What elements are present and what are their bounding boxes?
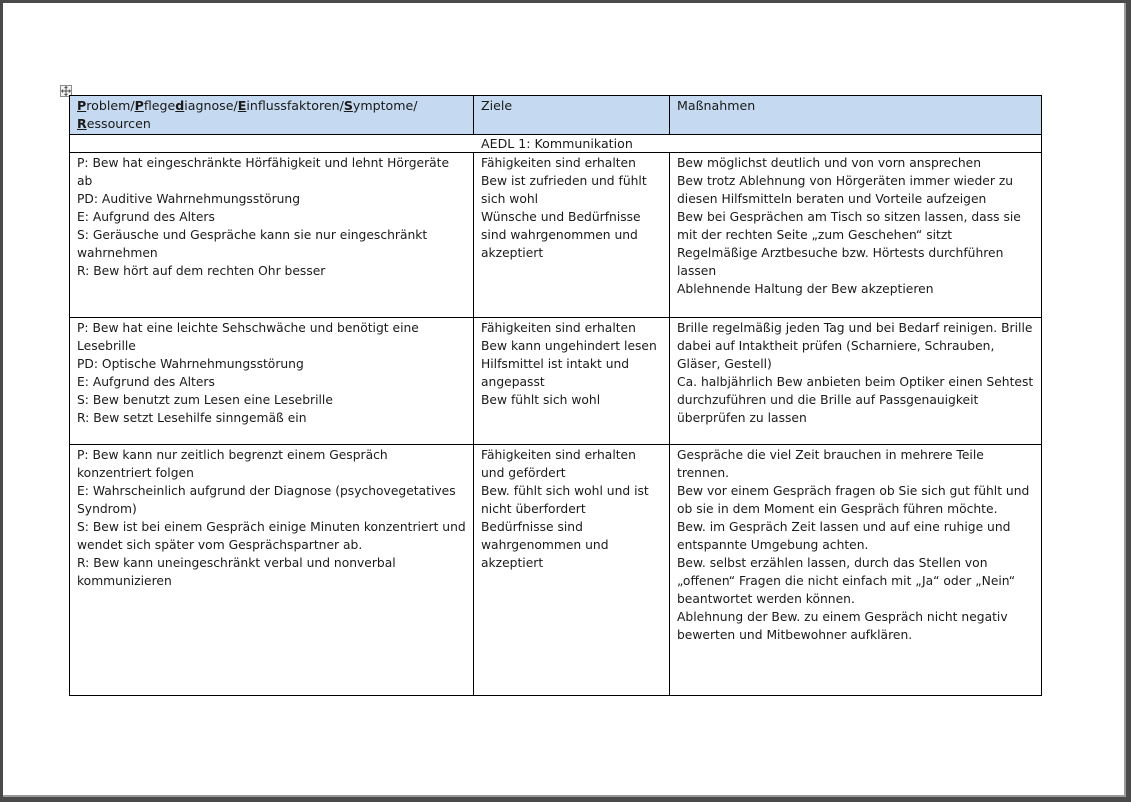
problem-line: P: Bew hat eine leichte Sehschwäche und benötigt eine Lesebrille <box>77 321 419 353</box>
massnahmen-line: Bew trotz Ablehnung von Hörgeräten immer wieder zu diesen Hilfsmitteln beraten und Vorteile aufzeigen <box>677 174 1014 206</box>
cell-massnahmen <box>670 445 1042 696</box>
cell-ziele <box>474 153 670 318</box>
cell-massnahmen <box>670 318 1042 445</box>
problem-line: R: Bew kann uneingeschränkt verbal und nonverbal kommunizieren <box>77 556 396 588</box>
ziele-line: Bew kann ungehindert lesen <box>481 339 657 353</box>
ziele-line: Fähigkeiten sind erhalten <box>481 156 636 170</box>
section-row <box>70 135 1042 153</box>
problem-line: S: Geräusche und Gespräche kann sie nur eingeschränkt wahrnehmen <box>77 228 428 260</box>
massnahmen-line: Regelmäßige Arztbesuche bzw. Hörtests durchführen lassen <box>677 246 1004 278</box>
cell-problem <box>70 153 474 318</box>
header-problem <box>70 96 474 135</box>
ziele-line: Wünsche und Bedürfnisse sind wahrgenommen und akzeptiert <box>481 210 641 260</box>
ziele-line: Bew fühlt sich wohl <box>481 393 601 407</box>
massnahmen-line: Bew möglichst deutlich und von vorn ansprechen <box>677 156 982 170</box>
massnahmen-line: Bew bei Gesprächen am Tisch so sitzen lassen, dass sie mit der rechten Seite „zum Geschehen“ sitzt <box>677 210 1021 242</box>
problem-line: E: Aufgrund des Alters <box>77 375 215 389</box>
massnahmen-line: Ablehnung der Bew. zu einem Gespräch nicht negativ bewerten und Mitbewohner aufklären. <box>677 610 1008 642</box>
ziele-line: Bedürfnisse sind wahrgenommen und akzeptiert <box>481 520 609 570</box>
problem-line: R: Bew setzt Lesehilfe sinngemäß ein <box>77 411 307 425</box>
problem-line: S: Bew ist bei einem Gespräch einige Minuten konzentriert und wendet sich später vom Gesprächspartner ab. <box>77 520 466 552</box>
problem-line: PD: Auditive Wahrnehmungsstörung <box>77 192 301 206</box>
table-row <box>70 318 1042 445</box>
massnahmen-line: Bew vor einem Gespräch fragen ob Sie sich gut fühlt und ob sie in dem Moment ein Gespräch führen möchte. <box>677 484 1030 516</box>
header-problem-rest: roblem/ <box>86 98 135 113</box>
problem-line: PD: Optische Wahrnehmungsstörung <box>77 357 304 371</box>
header-problem-initial: E <box>237 98 247 113</box>
header-problem-initial: R <box>77 116 87 131</box>
problem-line: S: Bew benutzt zum Lesen eine Lesebrille <box>77 393 333 407</box>
cell-problem <box>70 318 474 445</box>
massnahmen-line: Ablehnende Haltung der Bew akzeptieren <box>677 282 934 296</box>
massnahmen-line: Brille regelmäßig jeden Tag und bei Bedarf reinigen. Brille dabei auf Intaktheit prüfen (Scharniere, Schrauben, Gläser, Gestell) <box>677 321 1033 371</box>
cell-problem <box>70 445 474 696</box>
ziele-line: Hilfsmittel ist intakt und angepasst <box>481 357 630 389</box>
massnahmen-line: Bew. im Gespräch Zeit lassen und auf eine ruhige und entspannte Umgebung achten. <box>677 520 1011 552</box>
problem-line: R: Bew hört auf dem rechten Ohr besser <box>77 264 326 278</box>
ziele-line: Bew ist zufrieden und fühlt sich wohl <box>481 174 647 206</box>
header-problem-rest: iagnose/ <box>184 98 238 113</box>
header-problem-rest: ymptome/ <box>352 98 418 113</box>
header-problem-rest: essourcen <box>86 116 151 131</box>
header-problem-initial: S <box>343 98 353 113</box>
header-problem-initial: P <box>134 98 144 113</box>
problem-line: E: Wahrscheinlich aufgrund der Diagnose (psychovegetatives Syndrom) <box>77 484 456 516</box>
problem-line: E: Aufgrund des Alters <box>77 210 215 224</box>
ziele-line: Bew. fühlt sich wohl und ist nicht überfordert <box>481 484 649 516</box>
massnahmen-line: Bew. selbst erzählen lassen, durch das Stellen von „offenen“ Fragen die nicht einfach mit „Ja“ oder „Nein“ beantwortet werden können. <box>677 556 1016 606</box>
table-row <box>70 153 1042 318</box>
header-problem-rest: influssfaktoren/ <box>246 98 344 113</box>
massnahmen-line: Ca. halbjährlich Bew anbieten beim Optiker einen Sehtest durchzuführen und die Brille auf Passgenauigkeit überprüfen zu lassen <box>677 375 1034 425</box>
header-problem-initial: d <box>175 98 185 113</box>
ziele-line: Fähigkeiten sind erhalten und gefördert <box>481 448 636 480</box>
header-problem-parts <box>77 98 418 131</box>
cell-massnahmen <box>670 153 1042 318</box>
cell-ziele <box>474 318 670 445</box>
header-row <box>70 96 1042 135</box>
care-plan-table <box>69 95 1042 696</box>
cell-ziele <box>474 445 670 696</box>
header-problem-rest: flege <box>143 98 176 113</box>
problem-line: P: Bew kann nur zeitlich begrenzt einem Gespräch konzentriert folgen <box>77 448 388 480</box>
header-ziele: Ziele <box>474 96 670 135</box>
problem-line: P: Bew hat eingeschränkte Hörfähigkeit und lehnt Hörgeräte ab <box>77 156 450 188</box>
section-title: AEDL 1: Kommunikation <box>481 136 633 151</box>
table-row <box>70 445 1042 696</box>
header-massnahmen: Maßnahmen <box>670 96 1042 135</box>
section-cell <box>70 135 1042 153</box>
header-problem-initial: P <box>77 98 87 113</box>
massnahmen-line: Gespräche die viel Zeit brauchen in mehrere Teile trennen. <box>677 448 984 480</box>
ziele-line: Fähigkeiten sind erhalten <box>481 321 636 335</box>
